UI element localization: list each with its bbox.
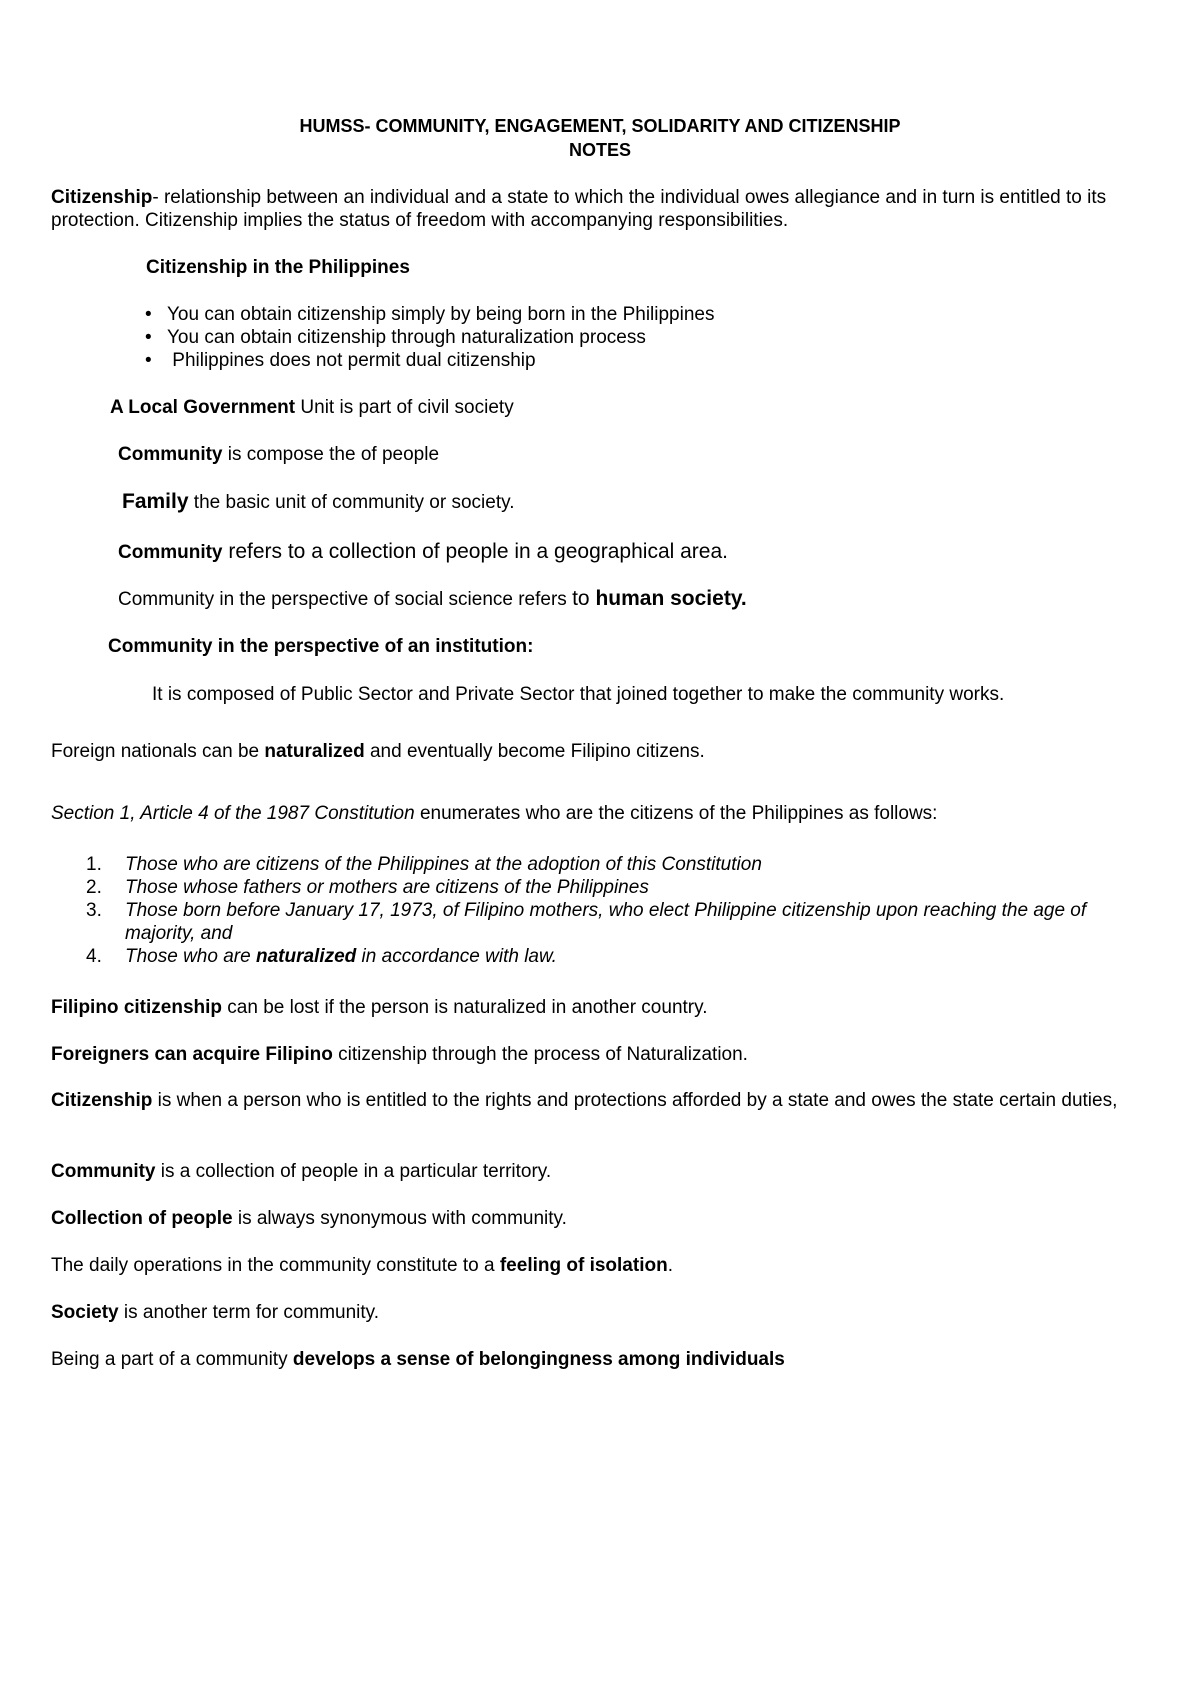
collection-people-line: Collection of people is always synonymous with community. (51, 1208, 567, 1229)
section-heading-philippines: Citizenship in the Philippines (146, 257, 410, 278)
citizenship-lost-line: Filipino citizenship can be lost if the person is naturalized in another country. (51, 997, 708, 1018)
family-line: Family the basic unit of community or society. (122, 490, 515, 513)
document-subtitle: NOTES (568, 140, 631, 160)
community-geographic-line: Community refers to a collection of people in a geographical area. (118, 540, 728, 563)
citizenship-definition: Citizenship- relationship between an individual and a state to which the individual owes allegiance and in turn is entitled to its protection. Citizenship implies the status of freedom with accompanying responsibilities. (51, 187, 1107, 231)
institution-text: It is composed of Public Sector and Private Sector that joined together to make the community works. (152, 684, 1005, 705)
foreigners-acquire-line: Foreigners can acquire Filipino citizenship through the process of Naturalization. (51, 1044, 748, 1065)
foreign-nationals-line: Foreign nationals can be naturalized and eventually become Filipino citizens. (51, 741, 705, 762)
community-social-science-line: Community in the perspective of social science refers to human society. (118, 587, 747, 610)
philippines-bullet-list (145, 303, 1045, 372)
citizens-numbered-list (86, 853, 1156, 968)
list-item: • You can obtain citizenship simply by being born in the Philippines (145, 304, 715, 325)
list-item: 1. Those who are citizens of the Philippines at the adoption of this Constitution (86, 854, 762, 875)
belongingness-line: Being a part of a community develops a sense of belongingness among individuals (51, 1349, 785, 1370)
bullet-icon: • (145, 327, 152, 348)
constitution-intro: Section 1, Article 4 of the 1987 Constitution enumerates who are the citizens of the Philippines as follows: (51, 803, 938, 824)
citizenship-rights-line: Citizenship is when a person who is entitled to the rights and protections afforded by a state and owes the state certain duties, (51, 1090, 1118, 1111)
list-item: 2. Those whose fathers or mothers are citizens of the Philippines (86, 877, 649, 898)
list-item: 3. Those born before January 17, 1973, of Filipino mothers, who elect Philippine citizenship upon reaching the age of majority, and (86, 900, 1087, 944)
lgu-line: A Local Government Unit is part of civil society (110, 397, 514, 418)
bullet-icon: • (145, 304, 152, 325)
daily-operations-line: The daily operations in the community constitute to a feeling of isolation. (51, 1255, 673, 1276)
community-compose-line: Community is compose the of people (118, 444, 440, 465)
document-title: HUMSS- COMMUNITY, ENGAGEMENT, SOLIDARITY AND CITIZENSHIP (299, 116, 901, 136)
society-line: Society is another term for community. (51, 1302, 380, 1323)
list-item: • You can obtain citizenship through naturalization process (145, 327, 646, 348)
list-item: • Philippines does not permit dual citizenship (145, 350, 536, 371)
list-item: 4. Those who are naturalized in accordance with law. (86, 946, 557, 967)
community-territory-line: Community is a collection of people in a particular territory. (51, 1161, 552, 1182)
term: Citizenship (51, 187, 153, 208)
bullet-icon: • (145, 350, 152, 371)
institution-heading: Community in the perspective of an institution: (108, 636, 534, 657)
